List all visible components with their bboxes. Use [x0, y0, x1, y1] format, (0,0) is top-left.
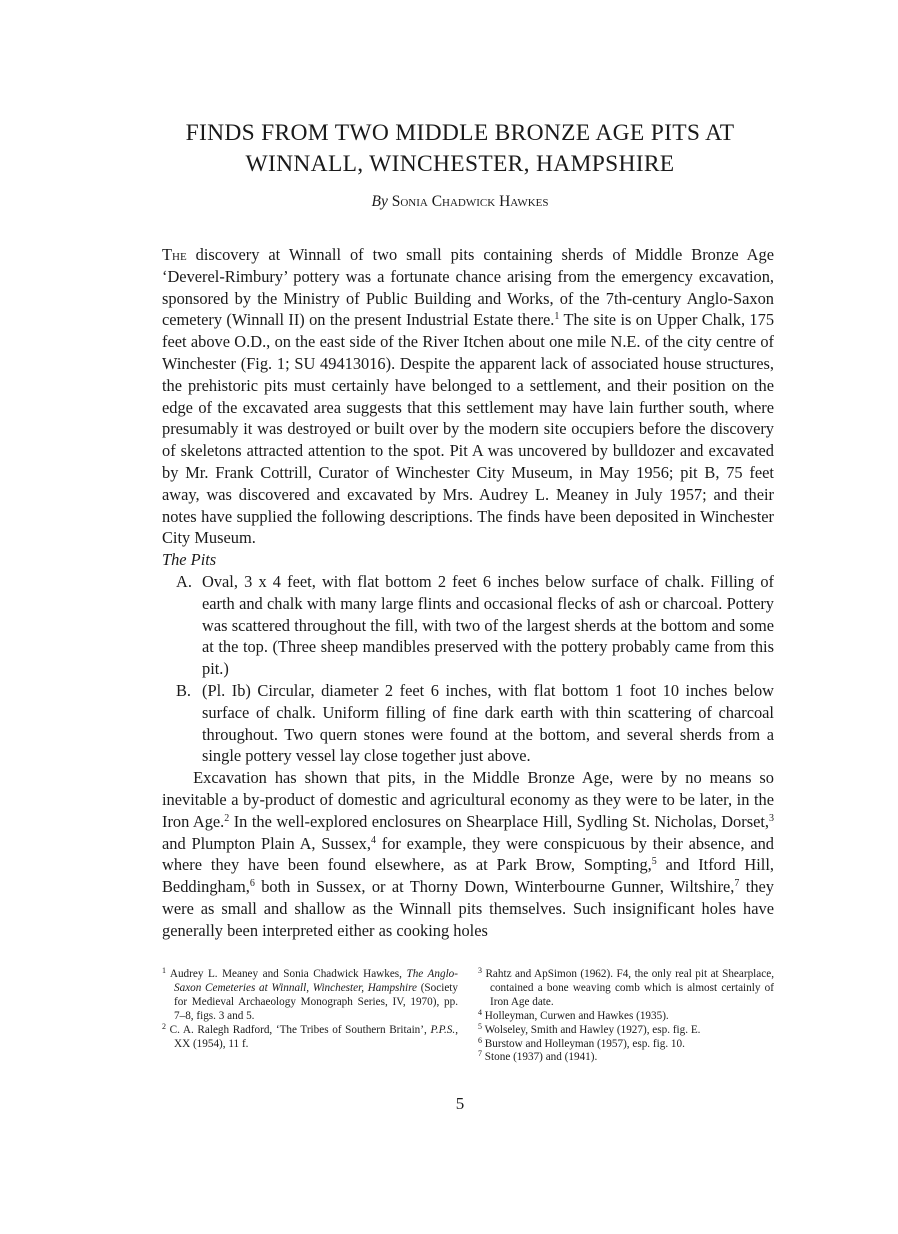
- footnote-2-journal: P.P.S.: [430, 1023, 456, 1036]
- footnote-ref-5: 5: [651, 856, 657, 868]
- footnote-7: [478, 1051, 774, 1065]
- pit-a-item: [162, 571, 774, 680]
- para2-text-7: they were as small and shallow as the Winnall pits themselves. Such insignificant holes have generally been interpreted either as cooking holes: [162, 877, 774, 940]
- footnote-1-text-b: (Society for Medieval Archaeology Monograph Series, IV, 1970), pp. 7–8, figs. 3 and 5.: [174, 981, 458, 1022]
- footnote-ref-4: 4: [370, 834, 376, 846]
- para2-text-5: and Itford Hill, Beddingham,: [162, 855, 775, 897]
- para2-text-1: Excavation has shown that pits, in the Middle Bronze Age, were by no means so inevitable a by-product of domestic and agricultural economy as they were to be later, in the Iron Age.: [162, 768, 774, 831]
- footnote-7-text: Stone (1937) and (1941).: [482, 1051, 598, 1064]
- byline-prefix: By: [371, 193, 388, 210]
- article-title: [100, 118, 820, 180]
- pit-b-text: (Pl. Ib) Circular, diameter 2 feet 6 inches, with flat bottom 1 foot 10 inches below surface of chalk. Uniform filling of fine dark earth with thin scattering of charcoal throughout. Two quern stones were found at the bottom, and several sherds from a single pottery vessel lay close together just above.: [202, 680, 774, 766]
- footnotes: [162, 968, 774, 1065]
- intro-paragraph: [162, 244, 774, 549]
- footnote-2-text-a: C. A. Ralegh Radford, ‘The Tribes of Southern Britain’,: [166, 1023, 431, 1036]
- footnote-3-number: 3: [478, 966, 482, 975]
- footnote-1-number: 1: [162, 966, 166, 975]
- pit-a-label: A.: [176, 571, 192, 591]
- footnote-4: [478, 1007, 774, 1024]
- author-name: Sonia Chadwick Hawkes: [391, 193, 549, 210]
- footnote-2-number: 2: [162, 1021, 166, 1031]
- para2-text-4: for example, they were conspicuous by their absence, and where they have been found elsewhere, as at Park Brow, Sompting,: [162, 833, 775, 875]
- footnote-6-text: Burstow and Holleyman (1957), esp. fig. 10.: [482, 1037, 685, 1050]
- title-line-2: WINNALL, WINCHESTER, HAMPSHIRE: [245, 151, 675, 177]
- footnote-1-text-a: Audrey L. Meaney and Sonia Chadwick Hawkes,: [166, 968, 407, 980]
- intro-text-a: discovery at Winnall of two small pits containing sherds of Middle Bronze Age ‘Deverel-Rimbury’ pottery was a fortunate chance arising from the emergency excavation, sponsored by the Ministry of Public Building and Works, of the 7th-century Anglo-Saxon cemetery (Winnall II) on the present Industrial Estate there.: [162, 245, 774, 330]
- byline: [100, 193, 820, 211]
- para2-text-2: In the well-explored enclosures on Shearplace Hill, Sydling St. Nicholas, Dorset,: [229, 811, 769, 831]
- pit-b-item: [162, 680, 774, 767]
- intro-text-b: The site is on Upper Chalk, 175 feet above O.D., on the east side of the River Itchen about one mile N.E. of the city centre of Winchester (Fig. 1; SU 49413016). Despite the apparent lack of associated house structures, the prehistoric pits must certainly have belonged to a settlement, and their position on the edge of the excavated area suggests that this settlement may have lain further south, where presumably it was destroyed or built over by the modern site occupiers before the discovery of skeletons attracted attention to the spot. Pit A was uncovered by bulldozer and excavated by Mr. Frank Cottrill, Curator of Winchester City Museum, in May 1956; pit B, 75 feet away, was discovered and excavated by Mrs. Audrey L. Meaney in July 1957; and their notes have supplied the following descriptions. The finds have been deposited in Winchester City Museum.: [162, 310, 775, 548]
- footnote-5-text: Wolseley, Smith and Hawley (1927), esp. fig. E.: [482, 1023, 701, 1036]
- excavation-paragraph: [162, 767, 774, 941]
- footnote-ref-6: 6: [249, 878, 255, 890]
- footnote-ref-1: 1: [554, 311, 560, 323]
- footnote-3: [478, 968, 774, 1010]
- pits-heading: The Pits: [162, 550, 217, 570]
- para2-text-3: and Plumpton Plain A, Sussex,: [162, 833, 371, 853]
- footnote-6-number: 6: [478, 1035, 482, 1045]
- title-line-1: FINDS FROM TWO MIDDLE BRONZE AGE PITS AT: [185, 120, 735, 146]
- footnote-2: [162, 1021, 458, 1052]
- article-body: [162, 244, 774, 942]
- footnote-3-text: Rahtz and ApSimon (1962). F4, the only real pit at Shearplace, contained a bone weaving comb which is almost certainly of Iron Age date.: [482, 968, 774, 1008]
- footnote-1: [162, 968, 458, 1024]
- footnotes-left-column: [162, 968, 458, 1065]
- footnote-1-title: The Anglo-Saxon Cemeteries at Winnall, Winchester, Hampshire: [174, 968, 458, 994]
- pit-a-text: Oval, 3 x 4 feet, with flat bottom 2 feet 6 inches below surface of chalk. Filling of earth and chalk with many large flints and occasional flecks of ash or charcoal. Pottery was scattered throughout the fill, with two of the largest sherds at the bottom and some at the top. (Three sheep mandibles preserved with the pottery probably came from this pit.): [202, 571, 774, 679]
- footnotes-right-column: [478, 968, 774, 1065]
- footnote-4-number: 4: [478, 1007, 482, 1017]
- footnote-4-text: Holleyman, Curwen and Hawkes (1935).: [482, 1009, 669, 1022]
- footnote-ref-2: 2: [224, 812, 230, 824]
- footnote-7-number: 7: [478, 1049, 482, 1059]
- pit-b-label: B.: [176, 680, 192, 700]
- intro-lead-word: The: [162, 245, 187, 264]
- footnote-5-number: 5: [478, 1021, 482, 1031]
- footnote-6: [478, 1035, 774, 1052]
- footnote-5: [478, 1021, 774, 1038]
- para2-text-6: both in Sussex, or at Thorny Down, Winterbourne Gunner, Wiltshire,: [254, 877, 735, 897]
- footnote-2-text-b: , XX (1954), 11 f.: [174, 1023, 458, 1050]
- footnote-ref-7: 7: [734, 878, 740, 890]
- page-number: 5: [455, 1094, 465, 1113]
- footnote-ref-3: 3: [769, 812, 774, 824]
